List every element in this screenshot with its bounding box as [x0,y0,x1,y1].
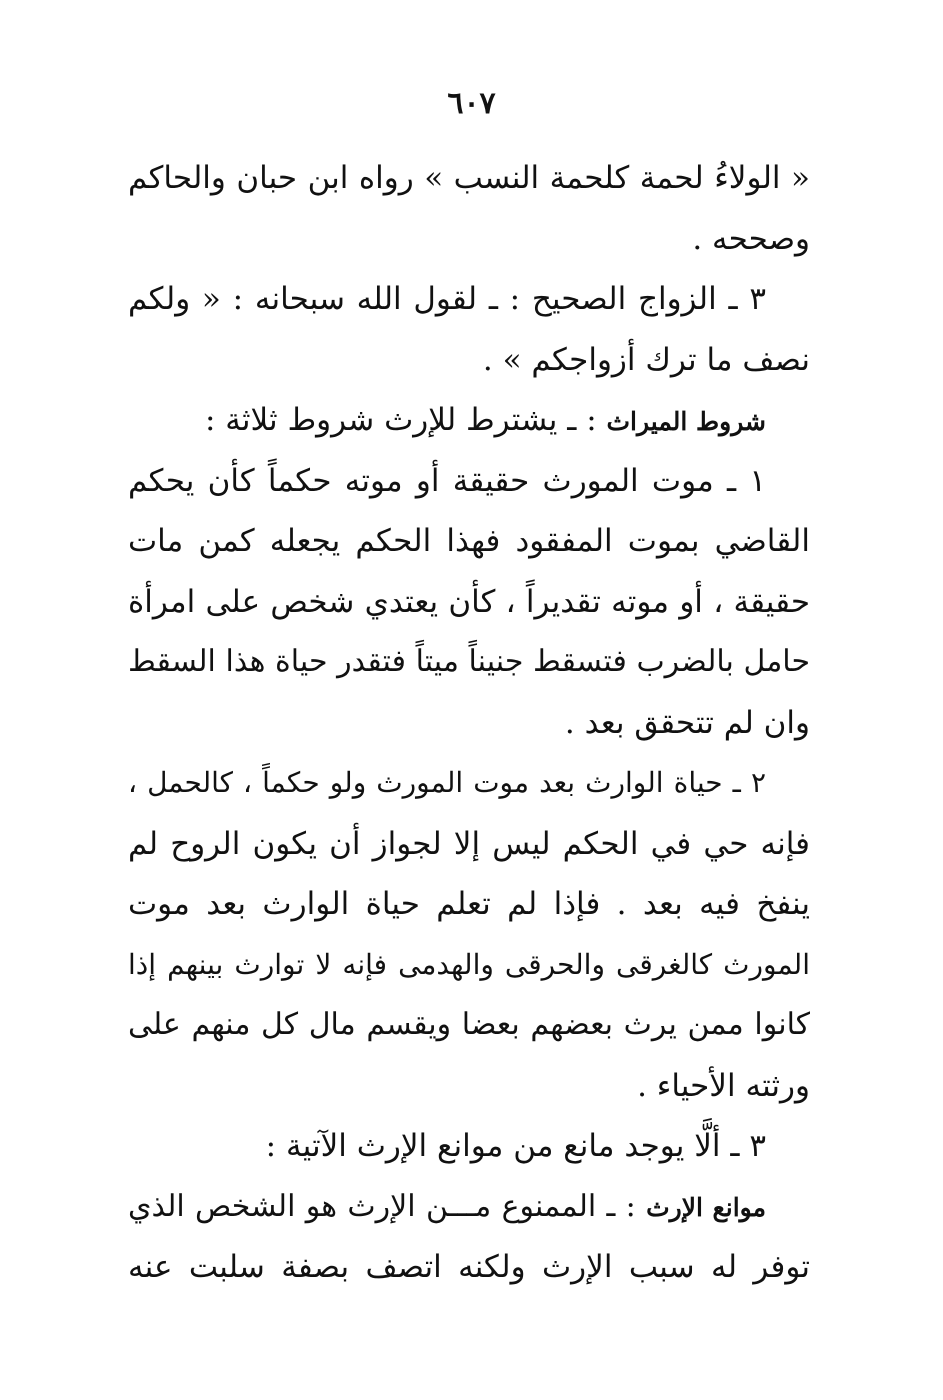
text-line [128,753,810,814]
line-text: وصححه . [692,220,810,257]
text-line [128,1056,810,1117]
text-line [128,693,810,754]
line-text: المورث كالغرقى والحرقى والهدمى فإنه لا توارث بينهم إذا [128,947,810,981]
section-heading: موانع الإرث [646,1192,766,1222]
body-text [128,148,810,1298]
text-line [128,1116,810,1177]
text-line [128,390,810,451]
text-line [128,269,810,330]
line-text: : ـ الممنوع مـــن الإرث هو الشخص الذي [128,1188,647,1224]
line-text: القاضي بموت المفقود فهذا الحكم يجعله كمن مات [128,523,810,559]
line-text: فإنه حي في الحكم ليس إلا لجواز أن يكون الروح لم [128,825,810,862]
text-line [128,874,810,935]
line-text: « الولاءُ لحمة كلحمة النسب » رواه ابن حبان والحاكم [128,160,810,196]
text-line [128,1177,810,1238]
line-text: نصف ما ترك أزواجكم » . [482,341,810,378]
line-text: توفر له سبب الإرث ولكنه اتصف بصفة سلبت عنه [128,1249,810,1285]
text-line [128,1237,810,1298]
text-line [128,511,810,572]
text-line [128,572,810,633]
line-text: وان لم تتحقق بعد . [564,704,810,741]
text-line [128,330,810,391]
line-text: حقيقة ، أو موته تقديراً ، كأن يعتدي شخص على امرأة [128,583,810,620]
text-line [128,209,810,270]
text-line [128,451,810,512]
line-text: : ـ يشترط للإرث شروط ثلاثة : [204,402,607,438]
line-text: ٣ ـ ألَّا يوجد مانع من موانع الإرث الآتية : [265,1128,766,1164]
page-number: ٦٠٧ [447,86,496,121]
line-text: ١ ـ موت المورث حقيقة أو موته حكماً كأن يحكم [128,462,766,499]
text-line [128,148,810,209]
text-line [128,814,810,875]
text-line [128,632,810,693]
line-text: كانوا ممن يرث بعضهم بعضا ويقسم مال كل منهم على [128,1007,810,1042]
line-text: حامل بالضرب فتسقط جنيناً ميتاً فتقدر حياة هذا السقط [128,644,810,679]
text-line [128,935,810,996]
line-text: ٣ ـ الزواج الصحيح : ـ لقول الله سبحانه : « ولكم [128,281,766,317]
section-heading: شروط الميراث [606,407,766,436]
line-text: ٢ ـ حياة الوارث بعد موت المورث ولو حكماً ، كالحمل ، [128,766,766,799]
text-line [128,995,810,1056]
line-text: ورثته الأحياء . [637,1067,810,1104]
line-text: ينفخ فيه بعد . فإذا لم تعلم حياة الوارث بعد موت [128,886,810,922]
